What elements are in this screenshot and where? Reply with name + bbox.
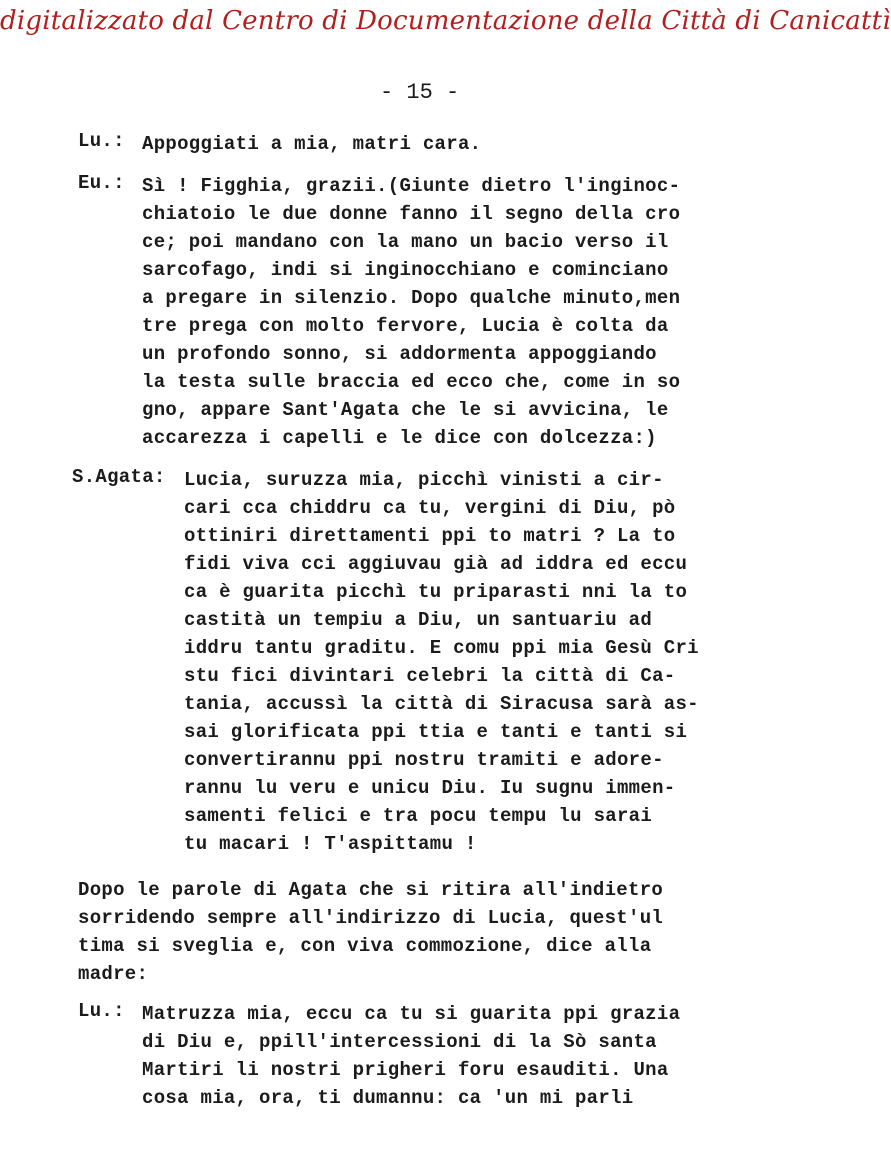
text-line: fidi viva cci aggiuvau già ad iddra ed eccu <box>184 553 688 575</box>
text-line: a pregare in silenzio. Dopo qualche minuto,men <box>142 287 681 309</box>
text-line: tima si sveglia e, con viva commozione, dice alla <box>78 935 652 957</box>
speech-text <box>142 1000 680 1112</box>
text-line: cosa mia, ora, ti dumannu: ca 'un mi parli <box>142 1087 634 1109</box>
text-line: Martiri li nostri prigheri foru esauditi. Una <box>142 1059 669 1081</box>
text-line: ce; poi mandano con la mano un bacio verso il <box>142 231 669 253</box>
text-line: ottiniri direttamenti ppi to matri ? La to <box>184 525 676 547</box>
text-line: tania, accussì la città di Siracusa sarà as- <box>184 693 699 715</box>
text-line: tre prega con molto fervore, Lucia è colta da <box>142 315 669 337</box>
speech-text <box>142 172 680 452</box>
speech-text <box>184 466 699 858</box>
text-line: sai glorificata ppi ttia e tanti e tanti si <box>184 721 688 743</box>
text-line: tu macari ! T'aspittamu ! <box>184 833 477 855</box>
speaker-label: S.Agata: <box>72 466 166 488</box>
text-line: sarcofago, indi si inginocchiano e cominciano <box>142 259 669 281</box>
stage-direction <box>78 876 663 988</box>
page-number: - 15 - <box>380 80 460 105</box>
text-line: accarezza i capelli e le dice con dolcezza:) <box>142 427 657 449</box>
text-line: Matruzza mia, eccu ca tu si guarita ppi grazia <box>142 1003 681 1025</box>
watermark: digitalizzato dal Centro di Documentazione della Città di Canicattì <box>0 6 891 36</box>
text-line: Lucia, suruzza mia, picchì vinisti a cir- <box>184 469 664 491</box>
text-line: ca è guarita picchì tu priparasti nni la to <box>184 581 688 603</box>
text-line: iddru tantu graditu. E comu ppi mia Gesù Cri <box>184 637 699 659</box>
text-line: madre: <box>78 963 149 985</box>
speaker-label: Eu.: <box>78 172 125 194</box>
speaker-label: Lu.: <box>78 130 125 152</box>
text-line: gno, appare Sant'Agata che le si avvicina, le <box>142 399 669 421</box>
text-line: Sì ! Figghia, grazii.(Giunte dietro l'inginoc- <box>142 175 681 197</box>
text-line: di Diu e, ppill'intercessioni di la Sò santa <box>142 1031 657 1053</box>
text-line: un profondo sonno, si addormenta appoggiando <box>142 343 657 365</box>
text-line: Dopo le parole di Agata che si ritira all'indietro <box>78 879 664 901</box>
speaker-label: Lu.: <box>78 1000 125 1022</box>
text-line: cari cca chiddru ca tu, vergini di Diu, pò <box>184 497 676 519</box>
text-line: convertirannu ppi nostru tramiti e adore- <box>184 749 664 771</box>
text-line: rannu lu veru e unicu Diu. Iu sugnu immen- <box>184 777 676 799</box>
speech-text <box>142 130 481 158</box>
text-line: Appoggiati a mia, matri cara. <box>142 133 482 155</box>
text-line: sorridendo sempre all'indirizzo di Lucia, quest'ul <box>78 907 664 929</box>
text-line: castità un tempiu a Diu, un santuariu ad <box>184 609 653 631</box>
text-line: samenti felici e tra pocu tempu lu sarai <box>184 805 653 827</box>
text-line: stu fici divintari celebri la città di Ca- <box>184 665 676 687</box>
text-line: chiatoio le due donne fanno il segno della cro <box>142 203 681 225</box>
text-line: la testa sulle braccia ed ecco che, come in so <box>142 371 681 393</box>
